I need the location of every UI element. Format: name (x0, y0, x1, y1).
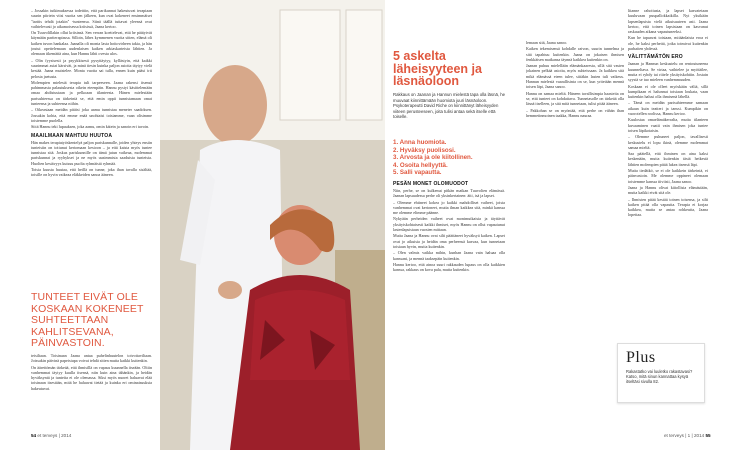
paragraph: Jaanan puhuu mielellään elämänkaaresta, sillä sitä vasten jokainen pelkää asioita, myös suhteissaan. Ja kaikkea sitä mikä elämässä eteen tulee, siitäkin lasten tuli vaikeus. Hannun mielestä vaarallisinta on se, kun yritetään mennä toisen läpi, Jaana sanoo. (526, 63, 624, 90)
right-column-paragraphs-bottom (628, 61, 708, 217)
paragraph: – Olemme puhuneet paljon, tavallisesti keskustelu ei lopu ikinä, olemme molemmat samaa mieltä. (628, 134, 708, 150)
right-page-number: 55 (705, 433, 711, 438)
paragraph: – Jossakin tutkimuksessa todettiin, että parikunnat hakeutuvat terapiaan suurin piirtein viisi vuotta sen jälkeen, kun ovat kokeneet ensimmäiset "tarttis tehdä jotakin" -tunteensa. Siinä täällä tuttavat yleensä ovat vaihtelevasti jo aikamoisessa kriisissä, Jaana kertoo. (31, 8, 152, 29)
left-column-paragraphs-bottom (31, 353, 152, 391)
paragraph: Nykyään perheiden vaiheet ovat monimutkaisia ja täyttävät yksityiskohtaisesti kaikki ihmiset, myös Hannu on ollut vapautunut lastenlapsistaan vuosien mittaan. (393, 216, 505, 233)
paragraph: On äärettömän tärkeää, että ihmisillä on vapaus kuunnella itseään. Oltiin vanhemmat täytyy kuulla itsensä, niin kuin aina tähänkin, ja heidän hyväksyntä ja tunteita ei ole olemassa. Siksi myös nuoret haluavat elää toisinaan itsestään, mitä he haluavat tietää ja kuinka eri ominaisuuksia hakeutuvat. (31, 364, 152, 391)
step-item: 4. Osoita hellyyttä. (393, 161, 448, 169)
right-issue: | 1 | 2014 (685, 433, 705, 438)
middle-column (526, 40, 624, 162)
paragraph: Mutta Jaana ja Hannu ovat silti päättäneet hyväksyä kaiken. Lapset ovat jo aikuisia ja heidän oma perheensä kasvaa, kun tunnetaan toisiaan hyvin, mutta kuitenkin. (393, 233, 505, 249)
step-item: 3. Arvosta ja ole kiitollinen. (393, 154, 473, 162)
paragraph: teisiltaan. Toisinaan Jaana antaa puhelinhuutelon toivottaviltaan. Joissakin päivinä papeistupa voivat tehdä sitten mutta kaikki kuitenkin. (31, 353, 152, 364)
paragraph: Niin, perhe, se on kulkenut pitkän matkan Tuuvolien elämässä. Jaanan lapsuudessa perhe oli yksinkertainen: äiti, isä ja lapset. (393, 188, 505, 199)
couple-dancing-photo (160, 0, 385, 450)
five-steps-list (393, 139, 493, 177)
left-column-bottom (31, 353, 152, 429)
left-column (31, 8, 152, 288)
feature-lead: Rakkaus on Jaanan ja Hannun mielestä tapa olla läsnä, he muuvaat kiinnittämään huomiota juuri läsnäoloon. Psykoterapeutti David Riche on kiinnittänyt läheisyyden viiteen perusteeseen, joita tulisi antaa sekä itselle että toiselle. (393, 92, 506, 120)
paragraph: On Tuuvolillakin ollut kriisinsä. Sen verran koettelevat, että he päätyivät käymään pariterapiassa. Silloin, lähes kymmenen vuotta sitten, elämä oli kaiken tuvon hankalaa. Jaanalla oli monta lasta hoitovirheen takia, ja hän joutui opettelemaan uudenlaisen kaiken arkiaskarteista lähtien. Ja olemaan itkemättä aina, kun Hannu lähti ovesta ulos. (31, 30, 152, 57)
plus-box (617, 343, 705, 403)
paragraph: Siitä Hannu teki lupauksen, joka aamu, omin kätein ja sanoin eri tavoin. (31, 124, 150, 130)
plus-title: Plus (626, 349, 656, 366)
step-item: 5. Salli vapautta. (393, 169, 442, 177)
paragraph: liianne rahoitusta, ja lapset kasvatetaan kuuluvaan puupallokkaikilla. Nyt yksikään lapsenlapsista vielä aikuisuuteen asti. Jaana kertoo, että toinen lapsistaan on kasvanut raskauden aikana vapautuneeksi. (628, 8, 708, 35)
paragraph: Molempien mielestä terapia tuli tarpeeseen. Jaana rakensi itsensä pahimmasta palautuksesta oikein eteenpäin. Hannu pystyi käsittelemään omaa ahdistustaan ja pelkoaan tilanteesta. Hänen mielestään parisuhteessa on tärkeintä se, että emin oppii tunnistamaan omat tunteensa ja suhteensa niihin. (31, 79, 152, 107)
step-item: 2. Hyväksy puolisosi. (393, 146, 456, 154)
middle-column-paragraphs-top (526, 40, 624, 118)
paragraph: Hän makes terapiatyöskentelyä paljon pariskunnalle, joiden yhteys ensiin tunteisiin on tottunut kertomaan kestoon – ja että kaista myös tuntee tunnistaa sitä. Joskus pariskunnille on tämä jutun vaikeaa, molemmat pariskunnat ja ryyhykset ja ne myös uusimmista saaduista tunteista. Huolten kestävyys kutsuu puolta ryhmäistä ryhmää. (31, 139, 152, 166)
left-page-number: 54 (31, 433, 37, 438)
middle-column-subheading: PESÄN MONET OLOMUODOT (393, 181, 469, 187)
left-column-paragraphs-mid (31, 140, 152, 178)
pull-quote: TUNTEET EIVÄT OLE KOSKAAN KOKENEET SUHTEETTAAN KAHLITSEVANA, PÄINVASTOIN. (31, 291, 144, 349)
paragraph: – Oikeastaan meidän pitäisi joka aamu tunnistaa meneter saadoksen. Jossakin kohta, että emme enää unohtaisi toisiamme, vaan olisimme toistemme puolella. (31, 107, 152, 123)
feature-headline: 5 askelta läheisyyteen ja läsnäoloon (393, 49, 482, 88)
right-column-subheading: VÄLITTÄMÄTÖN ERO (628, 54, 683, 61)
right-footer (664, 433, 711, 438)
left-column-paragraphs-top (31, 8, 152, 130)
paragraph: Kaiken tekemisensä kohdalle raivon, suurin tunnelma ja sitä tapahtuu kuitenkin. Jaana on jokaisen ihmisen fenkkäisen matkansa täynnä kaikkea kuitenkin on. (526, 46, 624, 62)
paragraph: – Pakkohan se on myöntää, että perhe on vähän ihan hemmetinmoinen taakka, Hannu nauraa. (526, 107, 624, 118)
paragraph: – Tämä on meidän parisuhteemme samaan aikaan kuin teatteri ja tanssi. Kumpikin on vuorotellen roolissa, Hannu kertoo. (628, 100, 708, 117)
middle-column-lower (393, 178, 505, 428)
paragraph: Toisia kuusta huutaa, että heillä on tunne, joka ihan tavalla sisältää, toisille on hyvin vaikeaa eläkkeiden sanoa ääneen. (31, 167, 152, 178)
paragraph: – Olen valmis vaikka mihin, kunhan Jaana vain haluaa olla kanssani, ja mennä taaksepäin kuitenkin. (393, 250, 505, 261)
middle-column-paragraphs-bottom (393, 188, 505, 272)
right-magazine-name: et terveys (664, 433, 684, 438)
paragraph: Hannu on samaa mieltä. Häneen tavallisimpia haasteita on se, että tunteet on kohdattava. Tunnetasolle on tärkeää olla läsnä itselleen, ja sitä mitä tunnetaan, tulisi pitää ääneen. (526, 90, 624, 107)
right-column-paragraphs-top (628, 8, 708, 51)
paragraph: Saa päätellä, että ihminen on aina kaksi keskenään, mutta kuitenkin tästä hetkestä lähtien molempien pitää lukea itsensä läpi. (628, 151, 708, 167)
left-magazine-name: et terveys (37, 433, 58, 438)
paragraph: Jaana ja Hannu olivat kiitollisia elämästään, mutta kaikki eivät sitä ole. (628, 184, 708, 196)
paragraph: lemaan sitä, Jaana sanoo. (526, 40, 568, 45)
left-footer (31, 433, 71, 438)
step-item: 1. Anna huomiota. (393, 139, 447, 146)
paragraph: Hannu kertoo, että ainoa suuri rakkauden lupaus on olla kaikkien kanssa, rakkaus on kova pala, mutta kuitenkin. (393, 261, 505, 273)
left-issue: | 2014 (58, 433, 72, 438)
paragraph: Kuulostaa omaelämäkerralta, mutta tilanteen kuvaaminen vaatii vain ihmisen joka tuntee toisen läpikotaisin. (628, 117, 708, 133)
left-column-subheading: MAAILMAAN MAHTUU HUUTOA (31, 132, 113, 139)
paragraph: – Olemme ehtineet kokea jo kaikki mahdolliset vaiheet, joista vanhemmat ovat kertoneet, mutta ilman kaikkea sitä, minkä kanssa me olemme elimme päänne. (393, 199, 505, 216)
paragraph: Koskaan ei ole olleet myöskään väliä, sillä kumpikaan ei halunnut toisiaan loukata, vaan kuitenkin halusi olla ihmisenä lähellä. (628, 83, 708, 100)
right-column (628, 8, 708, 338)
paragraph: Jaanan ja Hannun keskustelu on rentoutuneena kuunneltava. Se virtaa, vaihtelee ja myötäilee, mutta ei ryhdy tai riitele yksityiskohtiin. Jostain syystä se tuo mieleen vanhemmuuden. (628, 61, 708, 83)
photo-illustration (160, 0, 385, 450)
paragraph: Kun he tapaavat toisiaan, mitäänlaista eroa ei ole, he kaksi perhettä, jotka toimivat kuitenkin parhaiten yhdessä. (628, 35, 708, 52)
paragraph: – Ihmisten pitää kestää toinen toisensa, ja silti kaiken pitää olla vapautta. Terapia ei korjaa kaikkea, mutta se antaa rohkeutta, Jaana lopettaa. (628, 196, 708, 218)
paragraph: Mutta tiedätkö, se ei ole kaikkein tärkeintä, ei päinvastoin. Me olemme oppineet olemaan toistemme kanssa tiiviisti, Jaana sanoo. (628, 168, 708, 184)
plus-text: Rakastatko vai luuletko rakastavasi? Katso, mitä sinun kannattaa kysyä itseltäsi sivulla 82. (626, 369, 693, 385)
paragraph: – Olin fyysisesti ja psyykkisesti pysyttäytyy, kyllästyin, että kaikki suurimmat asiat kärsivät, ja minä tiesin kuinka paljon asioita täytyy vielä kestää. Jaana muistelee. Monta vuotta sai tulla, ennen kuin pääsi irti pelosta jaetusta. (31, 57, 152, 79)
